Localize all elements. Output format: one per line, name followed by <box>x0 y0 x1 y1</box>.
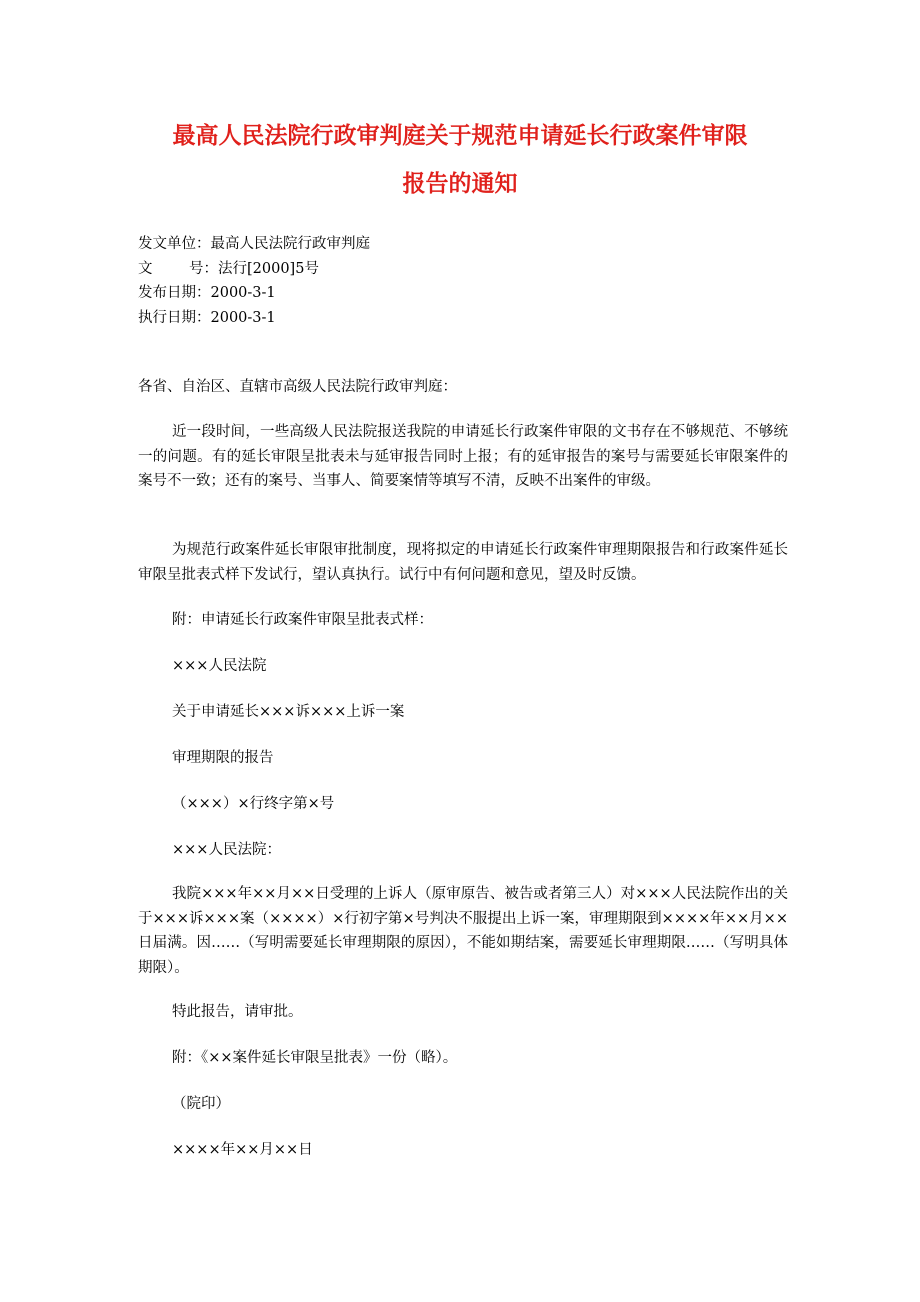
meta-docno-label <box>138 257 218 282</box>
meta-issuer-label: 发文单位： <box>138 236 211 252</box>
meta-publish-value: 2000-3-1 <box>210 285 276 301</box>
salutation: 各省、自治区、直辖市高级人民法院行政审判庭： <box>138 379 457 395</box>
document-title <box>120 112 800 208</box>
paragraph-2: 为规范行政案件延长审限审批制度，现将拟定的申请延长行政案件审理期限报告和行政案件延长审限呈批表式样下发试行，望认真执行。试行中有何问题和意见，望及时反馈。 <box>138 542 788 583</box>
title-line-1: 最高人民法院行政审判庭关于规范申请延长行政案件审限 <box>172 123 748 149</box>
meta-docno-label-left: 文 <box>138 260 153 277</box>
report-number: （×××）×行终字第×号 <box>172 796 335 812</box>
meta-docno-label-right: 号： <box>189 260 218 277</box>
paragraph-1: 近一段时间，一些高级人民法院报送我院的申请延长行政案件审限的文书存在不够规范、不够统一的问题。有的延长审限呈批表未与延审报告同时上报；有的延审报告的案号与需要延长审限案件的案号不一致；还有的案号、当事人、简要案情等填写不清，反映不出案件的审级。 <box>138 424 788 489</box>
court-seal: （院印） <box>172 1096 230 1112</box>
attachment-line: 附：《××案件延长审限呈批表》一份（略）。 <box>172 1050 458 1066</box>
title-line-2: 报告的通知 <box>402 171 518 197</box>
court-name: ×××人民法院 <box>172 658 267 674</box>
report-title-line-2: 审理期限的报告 <box>172 750 274 766</box>
meta-effective-label: 执行日期： <box>138 309 211 326</box>
meta-issuer-value: 最高人民法院行政审判庭 <box>210 236 370 252</box>
meta-issuer <box>138 232 370 257</box>
meta-effective-date <box>138 306 370 331</box>
meta-docno-value: 法行[2000]5号 <box>218 260 319 277</box>
report-addressee: ×××人民法院： <box>172 842 281 858</box>
report-date: ××××年××月××日 <box>172 1142 313 1158</box>
meta-effective-value: 2000-3-1 <box>210 309 276 326</box>
attachment-intro: 附：申请延长行政案件审限呈批表式样： <box>172 612 433 628</box>
closing-line: 特此报告，请审批。 <box>172 1004 303 1020</box>
meta-publish-label: 发布日期： <box>138 285 211 301</box>
report-title-line-1: 关于申请延长×××诉×××上诉一案 <box>172 704 405 720</box>
meta-publish-date <box>138 281 370 306</box>
document-meta <box>138 232 370 330</box>
report-body: 我院×××年××月××日受理的上诉人（原审原告、被告或者第三人）对×××人民法院作出的关于×××诉×××案（××××）×行初字第×号判决不服提出上诉一案，审理期限到××××年××月××日届满。因……（写明需要延长审理期限的原因），不能如期结案，需要延长审理期限……（写明具体期限）。 <box>138 886 788 976</box>
meta-docno <box>138 257 370 282</box>
